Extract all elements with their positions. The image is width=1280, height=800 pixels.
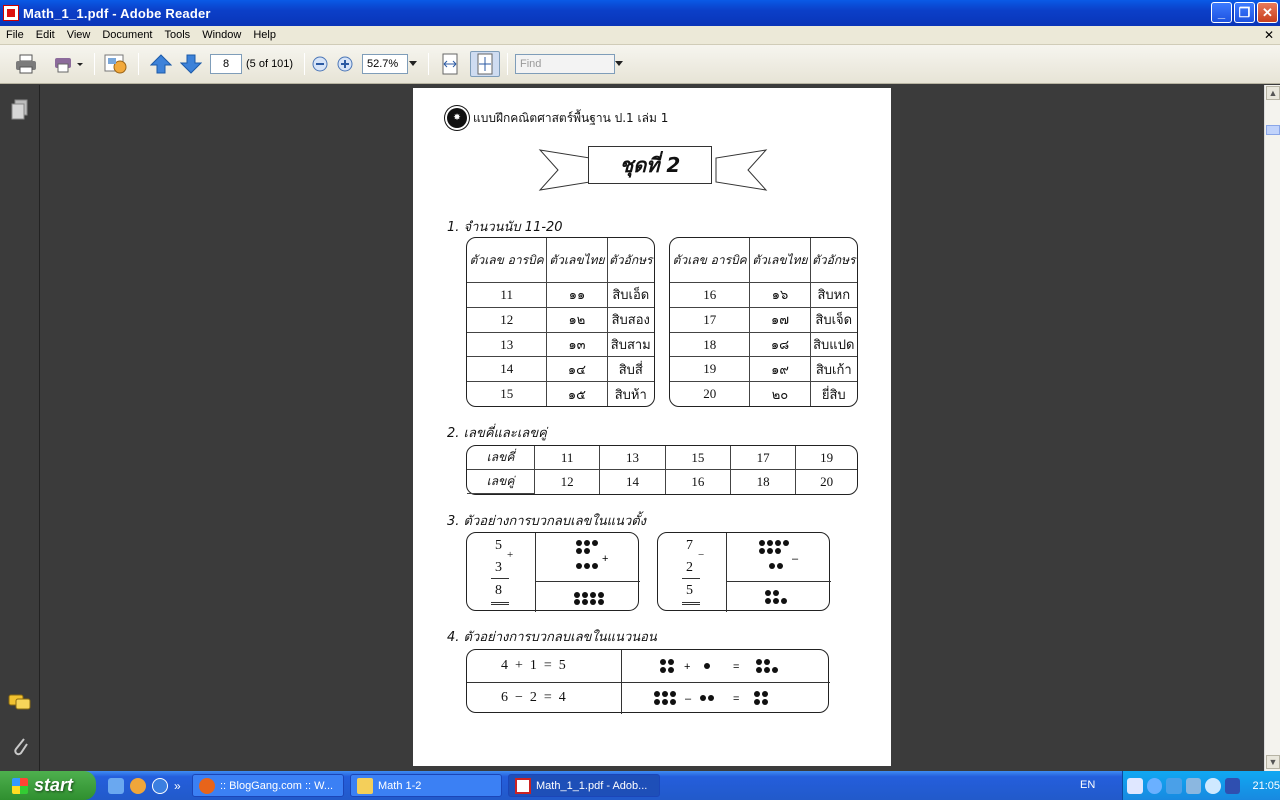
snapshot-button[interactable] [102, 51, 130, 77]
table-cell: 12 [535, 470, 600, 494]
horizontal-examples-box [466, 649, 829, 713]
svg-text:=: = [733, 661, 740, 673]
table-cell: สิบห้า [614, 386, 647, 402]
odd-label: เลขคี่ [467, 446, 535, 470]
table-cell: 16 [670, 283, 750, 308]
table-cell: 17 [670, 308, 750, 333]
even-label: เลขคู่ [467, 470, 535, 494]
fit-width-button[interactable] [437, 51, 463, 77]
addition-equation: 4 + 1 = 5 [501, 658, 566, 673]
task-label: :: BlogGang.com :: W... [220, 779, 334, 792]
table-cell: ๑๙ [750, 357, 810, 382]
previous-page-button[interactable] [148, 51, 174, 77]
comment-icon [8, 693, 32, 713]
network-icon[interactable] [1147, 778, 1163, 794]
section-4-title: 4. ตัวอย่างการบวกลบเลขในแนวนอน [447, 630, 657, 645]
paperclip-icon [10, 735, 30, 757]
page-header [447, 108, 668, 128]
table-cell: สิบหก [811, 283, 857, 308]
svg-text:–: – [685, 693, 692, 705]
next-page-button[interactable] [178, 51, 204, 77]
result: 8 [495, 583, 502, 598]
table-cell: สิบแปด [811, 333, 857, 358]
operand-a: 7 [686, 538, 693, 553]
close-button[interactable]: ✕ [1257, 2, 1278, 23]
window-title: Math_1_1.pdf - Adobe Reader [23, 5, 211, 21]
operand-b: 2 [686, 560, 693, 575]
arrow-up-icon [150, 53, 172, 75]
operand-b: 3 [495, 560, 502, 575]
scroll-thumb[interactable] [1266, 125, 1280, 135]
fit-width-icon [440, 53, 460, 75]
table-cell: 20 [820, 474, 834, 489]
security-icon[interactable] [1205, 778, 1221, 794]
table-cell: ๑๓ [547, 333, 607, 358]
vertical-subtraction-box [657, 532, 830, 611]
operator: − [698, 549, 705, 561]
toolbar-separator [138, 53, 139, 75]
print-button[interactable] [12, 51, 40, 77]
snapshot-icon [104, 53, 128, 75]
menu-tools[interactable]: Tools [164, 29, 191, 41]
bluetooth-icon[interactable] [1166, 778, 1182, 794]
find-dropdown[interactable] [614, 51, 624, 77]
zoom-in-button[interactable] [335, 51, 355, 77]
table-cell: สิบสาม [608, 333, 654, 358]
task-label: Math 1-2 [378, 779, 422, 792]
pdf-page [413, 88, 891, 766]
toolbar-separator [304, 53, 305, 75]
sun-emblem-icon: ✸ [447, 108, 467, 128]
col-header-arabic: ตัวเลข อารบิค [467, 238, 547, 283]
table-cell: สิบสี่ [608, 357, 654, 382]
double-underline [682, 602, 700, 605]
scroll-down-button[interactable]: ▼ [1266, 755, 1280, 769]
tray-app-icon[interactable] [1127, 778, 1143, 794]
col-header-thai: ตัวเลขไทย [750, 238, 810, 283]
minimize-button[interactable]: _ [1211, 2, 1232, 23]
zoom-out-icon [312, 56, 328, 72]
printer-icon [15, 54, 37, 74]
table-cell: ๑๘ [750, 333, 810, 358]
task-label: Math_1_1.pdf - Adob... [536, 779, 648, 792]
table-cell: ๑๒ [547, 308, 607, 333]
menu-window[interactable]: Window [202, 29, 242, 41]
vertical-scrollbar[interactable] [1264, 85, 1280, 771]
section-2-title: 2. เลขคี่และเลขคู่ [447, 426, 547, 441]
table-cell: 13 [600, 446, 665, 470]
internet-explorer-icon[interactable] [152, 778, 168, 794]
svg-text:=: = [733, 693, 740, 705]
sum-line [491, 578, 509, 579]
toolbar-separator [428, 53, 429, 75]
col-header-words: ตัวอักษร [608, 238, 654, 283]
divider [535, 533, 536, 612]
fit-page-button[interactable] [470, 51, 500, 77]
divider [726, 581, 831, 582]
result: 5 [686, 583, 693, 598]
quick-launch [96, 771, 186, 800]
chevron-down-icon [409, 61, 417, 67]
page-count: (5 of 101) [246, 58, 294, 70]
col-header-arabic: ตัวเลข อารบิค [670, 238, 750, 283]
table-cell: 14 [467, 357, 547, 382]
table-cell: 12 [467, 308, 547, 333]
header-text: แบบฝึกคณิตศาสตร์พื้นฐาน ป.1 เล่ม 1 [473, 110, 669, 125]
section-3-title: 3. ตัวอย่างการบวกลบเลขในแนวตั้ง [447, 514, 647, 529]
table-cell: 19 [796, 446, 857, 470]
start-button[interactable] [0, 771, 96, 800]
table-cell: 15 [666, 446, 731, 470]
table-cell: ๑๖ [750, 283, 810, 308]
dots-addition [575, 539, 635, 573]
pages-panel-button[interactable] [10, 99, 30, 124]
table-cell: ๑๗ [750, 308, 810, 333]
monitor-icon[interactable] [1225, 778, 1241, 794]
divider [535, 581, 640, 582]
table-cell: 17 [731, 446, 796, 470]
pdf-app-icon [3, 5, 19, 21]
table-cell: 20 [670, 382, 750, 406]
window-controls [1211, 2, 1278, 23]
folder-icon [357, 778, 373, 794]
table-cell: สิบเจ็ด [811, 308, 857, 333]
table-cell: ๑๑ [547, 283, 607, 308]
windows-flag-icon [12, 778, 28, 794]
clock[interactable]: 21:05 [1252, 779, 1280, 792]
table-cell: 15 [467, 382, 547, 406]
set-banner [538, 138, 768, 194]
system-tray [1122, 771, 1280, 800]
toolbar-separator [94, 53, 95, 75]
operator: + [507, 549, 514, 561]
divider [467, 682, 830, 683]
taskbar [0, 771, 1280, 800]
double-underline [491, 602, 509, 605]
menu-help[interactable]: Help [253, 29, 276, 41]
table-cell: 18 [670, 333, 750, 358]
navigation-panel [0, 85, 40, 771]
difference-line [682, 578, 700, 579]
odd-even-table [466, 445, 858, 495]
table-cell: 11 [467, 283, 547, 308]
table-cell: 18 [731, 470, 796, 494]
print-options-button[interactable] [50, 51, 86, 77]
table-cell: ๑๔ [547, 357, 607, 382]
arrow-down-icon [180, 53, 202, 75]
menu-file[interactable]: File [6, 29, 24, 41]
table-cell: 13 [467, 333, 547, 358]
menu-edit[interactable]: Edit [35, 29, 55, 41]
table-cell: สิบเอ็ด [608, 283, 654, 308]
table-cell: ๒๐ [750, 382, 810, 406]
toolbar-separator [507, 53, 508, 75]
dots-difference [764, 589, 794, 605]
zoom-level-input[interactable]: 52.7% [362, 54, 408, 74]
language-indicator[interactable]: EN [1080, 779, 1096, 791]
col-header-words: ตัวอักษร [811, 238, 857, 283]
start-label: start [34, 775, 74, 795]
taskbar-item-adobe-reader[interactable] [508, 774, 660, 797]
comments-panel-button[interactable] [8, 693, 32, 716]
dots-equation-add [659, 658, 789, 676]
dots-sum [573, 591, 609, 605]
dots-equation-sub [653, 690, 783, 708]
taskbar-item-bloggang[interactable] [192, 774, 344, 797]
table-cell: 19 [670, 357, 750, 382]
chevron-down-icon [615, 61, 623, 67]
table-cell: สิบสอง [608, 308, 654, 333]
zoom-dropdown[interactable] [408, 51, 418, 77]
restore-button[interactable]: ❐ [1234, 2, 1255, 23]
attachments-panel-button[interactable] [10, 735, 30, 760]
page-number-input[interactable]: 8 [210, 54, 242, 74]
table-cell: ยี่สิบ [821, 386, 846, 402]
subtraction-equation: 6 − 2 = 4 [501, 690, 566, 705]
divider [726, 533, 727, 612]
close-document-icon[interactable]: ✕ [1263, 28, 1274, 42]
banner-title: ชุดที่ 2 [588, 146, 712, 184]
menu-view[interactable]: View [66, 29, 91, 41]
pdf-icon [515, 778, 531, 794]
toolbar [0, 45, 1280, 84]
chevron-right-icon[interactable]: » [174, 778, 181, 793]
browser-icon[interactable] [130, 778, 146, 794]
section-1-title: 1. จำนวนนับ 11-20 [447, 220, 563, 235]
col-header-thai: ตัวเลขไทย [547, 238, 607, 283]
document-viewport[interactable] [41, 85, 1263, 771]
print-setup-icon [53, 54, 83, 74]
table-cell: 16 [666, 470, 731, 494]
table-cell: 14 [600, 470, 665, 494]
svg-text:–: – [792, 553, 799, 565]
fit-page-icon [475, 53, 495, 75]
taskbar-item-folder[interactable] [350, 774, 502, 797]
numbers-table-right [669, 237, 858, 407]
svg-text:+: + [602, 553, 609, 565]
zoom-in-icon [337, 56, 353, 72]
svg-text:+: + [684, 661, 691, 673]
operand-a: 5 [495, 538, 502, 553]
find-input[interactable]: Find [515, 54, 615, 74]
table-cell: สิบเก้า [811, 357, 857, 382]
volume-icon[interactable] [1186, 778, 1202, 794]
scroll-up-button[interactable]: ▲ [1266, 86, 1280, 100]
zoom-out-button[interactable] [310, 51, 330, 77]
menu-bar [0, 26, 1280, 45]
vertical-addition-box [466, 532, 639, 611]
dots-subtraction [758, 539, 828, 573]
table-cell: ๑๕ [547, 382, 607, 406]
table-cell: 11 [535, 446, 600, 470]
title-bar [0, 0, 1280, 26]
numbers-table-left [466, 237, 655, 407]
menu-document[interactable]: Document [102, 29, 153, 41]
pages-icon [10, 99, 30, 121]
firefox-icon [199, 778, 215, 794]
show-desktop-icon[interactable] [108, 778, 124, 794]
